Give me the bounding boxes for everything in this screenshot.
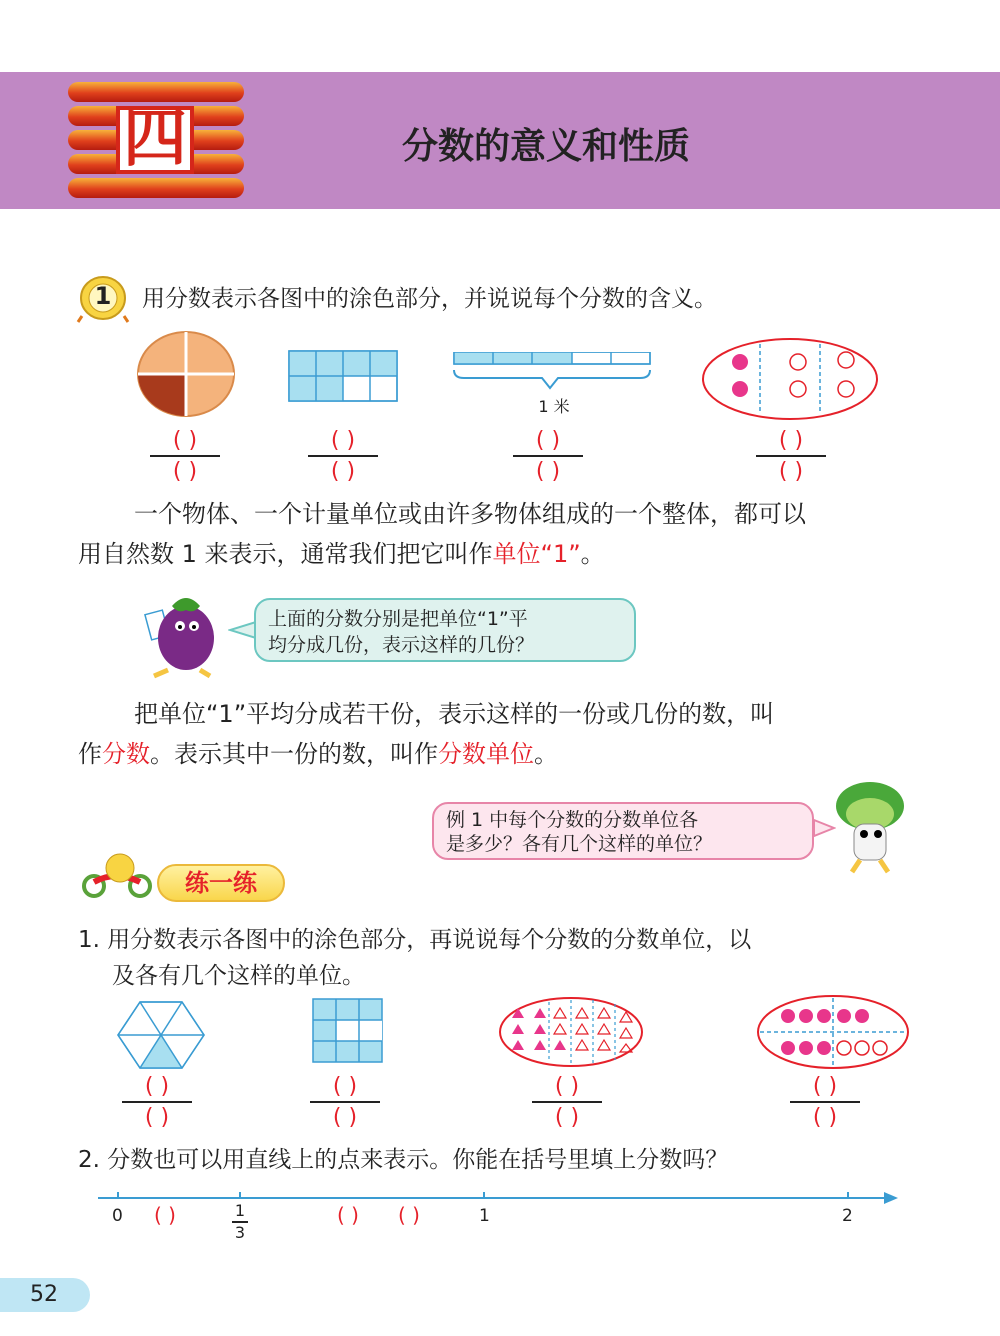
grid-figure bbox=[288, 350, 398, 402]
chapter-number: 四 bbox=[123, 101, 187, 176]
banner-stripe bbox=[68, 82, 244, 102]
fraction-blank[interactable]: ( ) ( ) bbox=[532, 1074, 602, 1130]
fraction-blank[interactable]: ( ) ( ) bbox=[150, 428, 220, 484]
hexagon-figure bbox=[116, 1000, 206, 1070]
numberline-blank[interactable]: ( ) bbox=[337, 1203, 359, 1227]
cake-circle-figure bbox=[136, 330, 242, 420]
meter-strip-figure bbox=[450, 352, 654, 398]
eggplant-mascot-icon bbox=[128, 584, 228, 680]
cabbage-mascot-icon bbox=[824, 778, 914, 878]
question-1: 1. 用分数表示各图中的涂色部分，再说说每个分数的分数单位，以 bbox=[78, 927, 752, 953]
dots-ellipse-figure-2 bbox=[756, 994, 910, 1070]
fraction-blank[interactable]: ( ) ( ) bbox=[308, 428, 378, 484]
page-number: 52 bbox=[0, 1278, 90, 1312]
numberline-blank[interactable]: ( ) bbox=[398, 1203, 420, 1227]
term-fraction: 分数 bbox=[102, 740, 150, 768]
numberline-blank[interactable]: ( ) bbox=[154, 1203, 176, 1227]
speech-bubble-question: 例 1 中每个分数的分数单位各 是多少？各有几个这样的单位？ bbox=[432, 802, 814, 860]
example-prompt: 用分数表示各图中的涂色部分，并说说每个分数的含义。 bbox=[142, 286, 717, 312]
number-line bbox=[96, 1188, 900, 1212]
triangles-ellipse-figure bbox=[498, 996, 644, 1068]
tick-label-2: 2 bbox=[842, 1206, 853, 1226]
tick-label-1: 1 bbox=[479, 1206, 490, 1226]
practice-heading: 练一练 bbox=[157, 864, 285, 902]
fraction-blank[interactable]: ( ) ( ) bbox=[310, 1074, 380, 1130]
chapter-title: 分数的意义和性质 bbox=[402, 126, 691, 167]
fraction-definition-line: 把单位“1”平均分成若干份，表示这样的一份或几份的数，叫 bbox=[134, 700, 775, 728]
speech-bubble-question: 上面的分数分别是把单位“1”平 均分成几份，表示这样的几份？ bbox=[254, 598, 636, 662]
banner-stripe bbox=[68, 178, 244, 198]
dots-ellipse-figure bbox=[700, 336, 880, 422]
question-1: 及各有几个这样的单位。 bbox=[112, 963, 365, 989]
tick-label-one-third: 1 3 bbox=[226, 1202, 254, 1242]
term-fraction-unit: 分数单位 bbox=[438, 740, 534, 768]
question-2: 2. 分数也可以用直线上的点来表示。你能在括号里填上分数吗？ bbox=[78, 1147, 729, 1173]
fraction-blank[interactable]: ( ) ( ) bbox=[790, 1074, 860, 1130]
checker-grid-figure bbox=[312, 998, 384, 1064]
ruler-label: 1 米 bbox=[538, 397, 570, 416]
definition-line: 用自然数 1 来表示，通常我们把它叫作单位“1”。 bbox=[78, 540, 605, 568]
tick-label-0: 0 bbox=[112, 1206, 123, 1226]
term-unit-one: 单位“1” bbox=[492, 540, 581, 568]
scooter-mascot-icon bbox=[76, 852, 158, 900]
fraction-blank[interactable]: ( ) ( ) bbox=[756, 428, 826, 484]
fraction-blank[interactable]: ( ) ( ) bbox=[122, 1074, 192, 1130]
definition-line: 一个物体、一个计量单位或由许多物体组成的一个整体，都可以 bbox=[134, 500, 806, 528]
example-number: 1 bbox=[94, 282, 112, 310]
fraction-blank[interactable]: ( ) ( ) bbox=[513, 428, 583, 484]
fraction-definition-line: 作分数。表示其中一份的数，叫作分数单位。 bbox=[78, 740, 558, 768]
